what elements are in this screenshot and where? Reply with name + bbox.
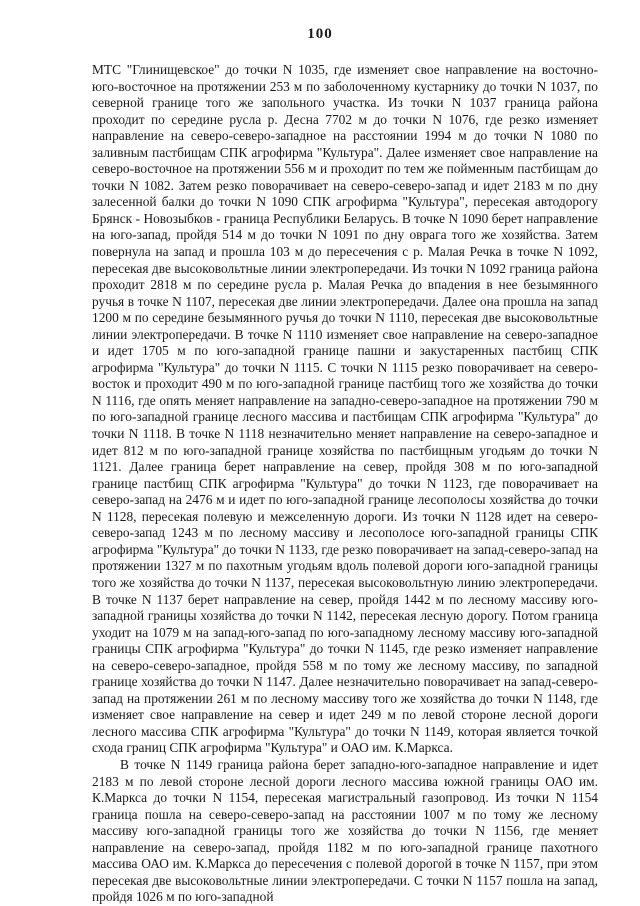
body-text: [92, 62, 598, 906]
paragraph: МТС "Глинищевское" до точки N 1035, где изменяет свое направление на восточно-юго-восточное на протяжении 253 м по заболоченному кустарнику до точки N 1037, по северной границе того же запольного участка. Из точки N 1037 граница района проходит по середине русла р. Десна 7702 м до точки N 1076, где резко изменяет направление на северо-северо-западное на расстоянии 1994 м до точки N 1080 по заливным пастбищам СПК агрофирма "Культура". Далее изменяет свое направление на северо-восточное на протяжении 556 м и проходит по тем же пойменным пастбищам до точки N 1082. Затем резко поворачивает на северо-северо-запад и идет 2183 м по дну залесенной балки до точки N 1090 СПК агрофирма "Культура", пересекая автодорогу Брянск - Новозыбков - граница Республики Беларусь. В точке N 1090 берет направление на юго-запад, пройдя 514 м до точки N 1091 по дну оврага того же хозяйства. Затем повернула на запад и прошла 103 м до пересечения с р. Малая Речка в точке N 1092, пересекая две высоковольтные линии электропередачи. Из точки N 1092 граница района проходит 2818 м по середине русла р. Малая Речка до впадения в нее безымянного ручья в точке N 1107, пересекая две линии электропередачи. Далее она прошла на запад 1200 м по середине безымянного ручья до точки N 1110, пересекая две высоковольтные линии электропередачи. В точке N 1110 изменяет свое направление на северо-западное и идет 1705 м по юго-западной границе пашни и закустаренных пастбищ СПК агрофирма "Культура" до точки N 1115. С точки N 1115 резко поворачивает на северо-восток и проходит 490 м по юго-западной границе пастбищ того же хозяйства до точки N 1116, где опять меняет направление на западно-северо-западное на протяжении 790 м по юго-западной границе лесного массива и пастбищам СПК агрофирма "Культура" до точки N 1118. В точке N 1118 незначительно меняет направление на северо-западное и идет 812 м по юго-западной границе хозяйства по пастбищным угодьям до точки N 1121. Далее граница берет направление на север, пройдя 308 м по юго-западной границе пастбищ СПК агрофирма "Культура" до точки N 1123, где поворачивает на северо-запад на 2476 м и идет по юго-западной границе лесополосы хозяйства до точки N 1128, пересекая полевую и межселенную дороги. Из точки N 1128 идет на северо-северо-запад 1243 м по лесному массиву и лесополосе юго-западной границы СПК агрофирма "Культура" до точки N 1133, где резко поворачивает на запад-северо-запад на протяжении 1327 м по пахотным угодьям вдоль полевой дороги юго-западной границы того же хозяйства до точки N 1137, пересекая высоковольтную линию электропередачи. В точке N 1137 берет направление на север, пройдя 1442 м по лесному массиву юго-западной границы хозяйства до точки N 1142, пересекая лесную дорогу. Потом граница уходит на 1079 м на запад-юго-запад по юго-западному лесному массиву юго-западной границы СПК агрофирма "Культура" до точки N 1145, где резко изменяет направление на северо-северо-западное, пройдя 558 м по тому же лесному массиву, по западной границе хозяйства до точки N 1147. Далее незначительно поворачивает на запад-северо-запад на протяжении 261 м по лесному массиву того же хозяйства до точки N 1148, где изменяет свое направление на север и идет 249 м по левой стороне лесной дороги лесного массива СПК агрофирма "Культура" до точки N 1149, которая является точкой схода границ СПК агрофирма "Культура" и ОАО им. К.Маркса.: [92, 62, 598, 756]
page-number: 100: [307, 26, 333, 42]
paragraph: В точке N 1149 граница района берет западно-юго-западное направление и идет 2183 м по левой стороне лесной дороги лесного массива южной границы ОАО им. К.Маркса до точки N 1154, пересекая магистральный газопровод. Из точки N 1154 граница пошла на северо-северо-запад на расстоянии 1007 м по тому же лесному массиву юго-западной границы того же хозяйства до точки N 1156, где меняет направление на северо-запад, пройдя 1182 м по юго-западной границе пахотного массива ОАО им. К.Маркса до пересечения с полевой дорогой в точке N 1157, при этом пересекая две высоковольтные линии электропередачи. С точки N 1157 пошла на запад, пройдя 1026 м по юго-западной: [92, 756, 598, 905]
